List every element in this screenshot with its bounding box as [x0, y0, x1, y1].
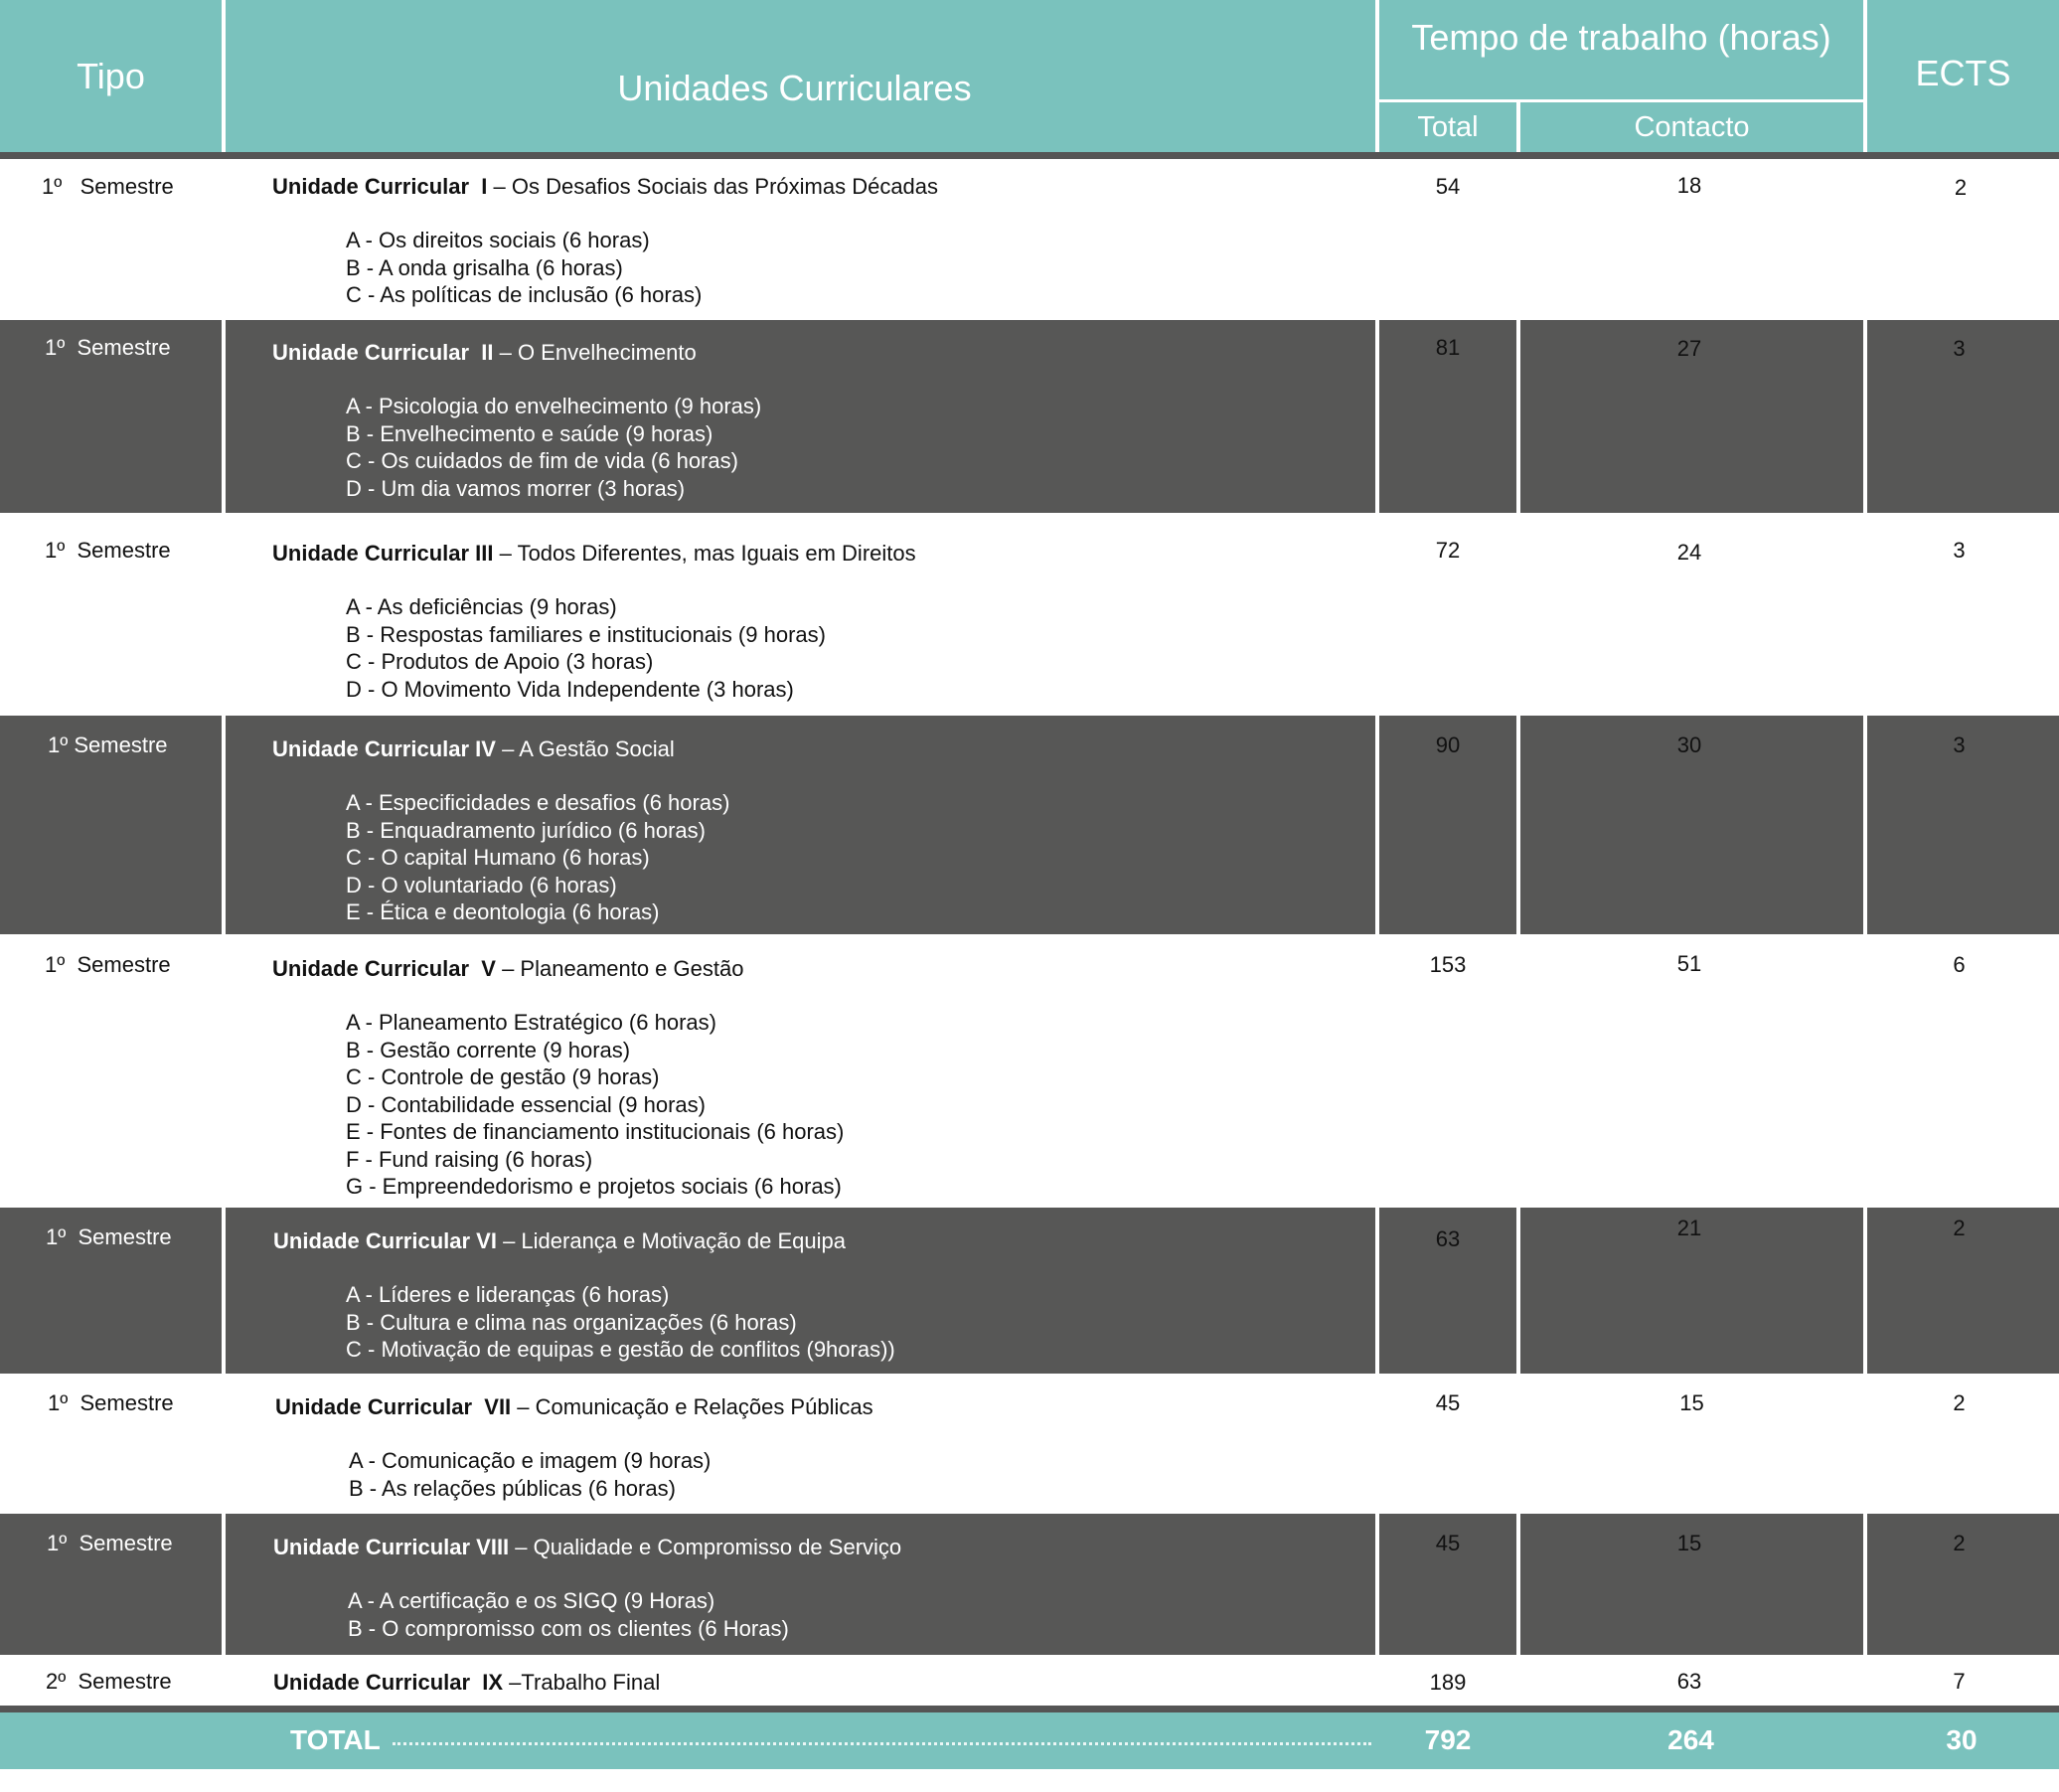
- row-ects: 6: [1953, 952, 1966, 977]
- header-bottom-rule: [0, 152, 2059, 159]
- row-total: 45: [1435, 1390, 1461, 1415]
- total-total: 792: [1424, 1724, 1472, 1755]
- row-subtopics: [346, 1009, 844, 1201]
- row-tipo: 1º Semestre: [47, 1531, 173, 1555]
- row-total: 54: [1435, 174, 1461, 199]
- list-item: A - Psicologia do envelhecimento (9 horas): [346, 394, 762, 418]
- header-tempo-cell: [1379, 0, 1863, 99]
- row-total: 72: [1435, 538, 1461, 563]
- total-contacto: 264: [1667, 1724, 1714, 1755]
- list-item: A - Especificidades e desafios (6 horas): [346, 790, 730, 815]
- list-item: A - Os direitos sociais (6 horas): [346, 228, 650, 252]
- row-contacto: 51: [1676, 951, 1702, 976]
- table-row: [0, 1374, 2059, 1514]
- row-tipo: 1º Semestre: [42, 174, 174, 199]
- list-item: A - As deficiências (9 horas): [346, 594, 617, 619]
- list-item: A - A certificação e os SIGQ (9 Horas): [348, 1588, 715, 1613]
- header-unidades: Unidades Curriculares: [617, 67, 972, 108]
- list-item: G - Empreendedorismo e projetos sociais (6 horas): [346, 1174, 842, 1199]
- list-item: D - Contabilidade essencial (9 horas): [346, 1091, 706, 1117]
- row-contacto: 18: [1676, 173, 1702, 198]
- row-ects: 7: [1953, 1669, 1966, 1694]
- row-subtopics: [346, 1281, 895, 1364]
- list-item: E - Ética e deontologia (6 horas): [346, 899, 660, 924]
- list-item: E - Fontes de financiamento institucionais (6 horas): [346, 1119, 845, 1144]
- list-item: B - As relações públicas (6 horas): [349, 1475, 676, 1501]
- row-contacto: 63: [1676, 1669, 1702, 1694]
- list-item: C - Controle de gestão (9 horas): [346, 1064, 660, 1089]
- total-label: TOTAL: [290, 1724, 381, 1755]
- row-ects: 2: [1953, 1531, 1966, 1555]
- list-item: A - Comunicação e imagem (9 horas): [349, 1448, 712, 1473]
- header-total: Total: [1417, 110, 1479, 143]
- list-item: D - O Movimento Vida Independente (3 horas): [346, 676, 794, 702]
- total-ects: 30: [1946, 1724, 1978, 1755]
- row-uc-title: Unidade Curricular IV – A Gestão Social: [272, 736, 675, 761]
- row-subtopics: [349, 1447, 711, 1502]
- row-uc-title: Unidade Curricular VI – Liderança e Motivação de Equipa: [273, 1228, 846, 1253]
- row-ects: 2: [1953, 1216, 1966, 1240]
- header-tempo: Tempo de trabalho (horas): [1411, 17, 1831, 58]
- row-tipo: 2º Semestre: [46, 1669, 172, 1694]
- row-ects: 3: [1953, 336, 1966, 361]
- list-item: B - Gestão corrente (9 horas): [346, 1037, 631, 1062]
- row-tipo: 1º Semestre: [48, 733, 168, 757]
- row-uc-title: Unidade Curricular III – Todos Diferentes, mas Iguais em Direitos: [272, 541, 916, 566]
- row-subtopics: [346, 393, 761, 502]
- total-top-rule: [0, 1706, 2059, 1712]
- list-item: D - Um dia vamos morrer (3 horas): [346, 475, 686, 501]
- row-tipo: 1º Semestre: [46, 1224, 172, 1249]
- table-row: [0, 1514, 2059, 1655]
- row-ects: 2: [1954, 175, 1968, 200]
- list-item: C - Motivação de equipas e gestão de conflitos (9horas)): [346, 1337, 895, 1362]
- row-ects: 3: [1953, 538, 1966, 563]
- row-uc-title: Unidade Curricular II – O Envelhecimento: [272, 340, 697, 365]
- header-contacto-cell: [1520, 102, 1863, 152]
- row-tipo: 1º Semestre: [45, 538, 171, 563]
- header-total-cell: [1379, 102, 1516, 152]
- row-uc-title: Unidade Curricular V – Planeamento e Gestão: [272, 956, 744, 981]
- list-item: B - Envelhecimento e saúde (9 horas): [346, 420, 713, 446]
- list-item: F - Fund raising (6 horas): [346, 1146, 593, 1172]
- row-subtopics: [346, 593, 826, 703]
- list-item: D - O voluntariado (6 horas): [346, 872, 617, 897]
- row-total: 189: [1429, 1670, 1467, 1695]
- row-contacto: 15: [1679, 1390, 1704, 1415]
- total-dotted-leader: [393, 1742, 1371, 1745]
- list-item: C - As políticas de inclusão (6 horas): [346, 282, 703, 307]
- row-uc-title: Unidade Curricular VII – Comunicação e Relações Públicas: [275, 1394, 873, 1419]
- list-item: B - Enquadramento jurídico (6 horas): [346, 817, 706, 843]
- table-row: [0, 513, 2059, 716]
- row-tipo: 1º Semestre: [45, 952, 171, 977]
- header-ects-cell: [1867, 0, 2059, 152]
- list-item: A - Líderes e lideranças (6 horas): [346, 1282, 670, 1307]
- row-contacto: 21: [1676, 1216, 1702, 1240]
- row-uc-title: Unidade Curricular IX –Trabalho Final: [273, 1670, 661, 1695]
- row-contacto: 24: [1676, 540, 1702, 565]
- table-row: [0, 1208, 2059, 1374]
- table-row: [0, 159, 2059, 320]
- row-total: 81: [1435, 335, 1461, 360]
- list-item: B - A onda grisalha (6 horas): [346, 254, 623, 280]
- row-contacto: 15: [1676, 1531, 1702, 1555]
- row-subtopics: [348, 1587, 789, 1642]
- table-row: [0, 934, 2059, 1208]
- list-item: C - Os cuidados de fim de vida (6 horas): [346, 448, 738, 473]
- row-tipo: 1º Semestre: [48, 1390, 174, 1415]
- row-contacto: 30: [1676, 733, 1702, 757]
- table-row: [0, 320, 2059, 513]
- row-subtopics: [346, 789, 729, 926]
- header-unidades-cell: [226, 0, 1375, 152]
- table-row: [0, 1655, 2059, 1706]
- row-uc-title: Unidade Curricular VIII – Qualidade e Compromisso de Serviço: [273, 1535, 902, 1559]
- list-item: B - O compromisso com os clientes (6 Horas): [348, 1615, 789, 1641]
- list-item: A - Planeamento Estratégico (6 horas): [346, 1010, 716, 1035]
- row-total: 90: [1435, 733, 1461, 757]
- row-ects: 2: [1953, 1390, 1966, 1415]
- header-tipo-cell: [0, 0, 222, 152]
- row-subtopics: [346, 227, 702, 309]
- row-ects: 3: [1953, 733, 1966, 757]
- list-item: B - Cultura e clima nas organizações (6 horas): [346, 1309, 797, 1335]
- list-item: C - O capital Humano (6 horas): [346, 845, 650, 870]
- total-row: [0, 1712, 2059, 1769]
- table-row: [0, 716, 2059, 934]
- header-ects: ECTS: [1915, 52, 2011, 93]
- row-uc-title: Unidade Curricular I – Os Desafios Sociais das Próximas Décadas: [272, 174, 939, 199]
- list-item: B - Respostas familiares e institucionais (9 horas): [346, 621, 826, 647]
- header-tipo: Tipo: [77, 55, 145, 96]
- row-total: 63: [1435, 1226, 1461, 1251]
- row-total: 45: [1435, 1531, 1461, 1555]
- list-item: C - Produtos de Apoio (3 horas): [346, 649, 654, 674]
- row-tipo: 1º Semestre: [45, 335, 171, 360]
- header-contacto: Contacto: [1634, 110, 1750, 143]
- row-contacto: 27: [1676, 336, 1702, 361]
- row-total: 153: [1429, 952, 1467, 977]
